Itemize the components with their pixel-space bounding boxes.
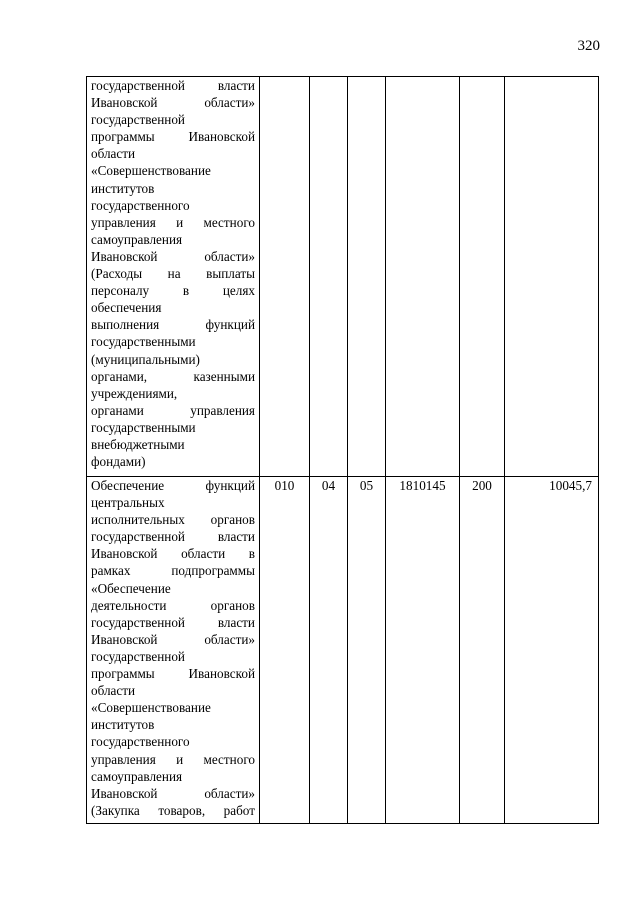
description-line: органами управления	[91, 402, 255, 418]
description-line: центральных	[91, 495, 165, 511]
description-line: самоуправления	[91, 231, 183, 247]
row-description	[87, 477, 260, 824]
description-line: (Расходы на выплаты	[91, 266, 255, 282]
description-line: государственными	[91, 334, 196, 350]
subsection-code: 05	[348, 477, 386, 824]
description-line: государственного	[91, 734, 190, 750]
description-line: государственной власти	[91, 78, 255, 93]
row-description	[87, 77, 260, 477]
description-line: области	[91, 146, 136, 162]
description-line: «Совершенствование	[91, 163, 211, 179]
description-line: Ивановской области»	[91, 785, 255, 801]
description-line: управления и местного	[91, 214, 255, 230]
description-line: Ивановской области»	[91, 95, 255, 111]
description-line: государственного	[91, 197, 190, 213]
target-article-code: 1810145	[386, 477, 460, 824]
description-line: обеспечения	[91, 300, 162, 316]
description-line: (Закупка товаров, работ	[91, 802, 255, 818]
target-article-code	[386, 77, 460, 477]
description-line: органами, казенными	[91, 368, 255, 384]
table-row	[87, 477, 599, 824]
description-line: области	[91, 683, 136, 699]
expense-type-code	[460, 77, 505, 477]
table-row	[87, 77, 599, 477]
amount	[505, 77, 599, 477]
description-line: государственной	[91, 112, 185, 128]
description-line: деятельности органов	[91, 597, 255, 613]
description-line: (муниципальными)	[91, 351, 200, 367]
budget-table	[86, 76, 599, 824]
description-line: самоуправления	[91, 768, 183, 784]
description-line: Ивановской области»	[91, 248, 255, 264]
description-line: государственными	[91, 419, 196, 435]
description-line: Обеспечение функций	[91, 478, 255, 493]
description-line: государственной власти	[91, 529, 255, 545]
description-line: персоналу в целях	[91, 283, 255, 299]
section-code: 04	[310, 477, 348, 824]
description-line: Ивановской области в	[91, 546, 255, 562]
amount: 10045,7	[505, 477, 599, 824]
page-number: 320	[577, 38, 600, 54]
description-line: исполнительных органов	[91, 512, 255, 528]
description-line: учреждениями,	[91, 385, 178, 401]
description-line: управления и местного	[91, 751, 255, 767]
description-line: Ивановской области»	[91, 631, 255, 647]
subsection-code	[348, 77, 386, 477]
description-line: выполнения функций	[91, 317, 255, 333]
description-line: государственной	[91, 648, 185, 664]
description-line: «Обеспечение	[91, 580, 171, 596]
ministry-code	[260, 77, 310, 477]
description-line: государственной власти	[91, 614, 255, 630]
description-line: институтов	[91, 180, 155, 196]
section-code	[310, 77, 348, 477]
description-line: фондами)	[91, 454, 146, 470]
description-line: программы Ивановской	[91, 129, 255, 145]
description-line: «Совершенствование	[91, 700, 211, 716]
description-line: рамках подпрограммы	[91, 563, 255, 579]
description-line: институтов	[91, 717, 155, 733]
expense-type-code: 200	[460, 477, 505, 824]
ministry-code: 010	[260, 477, 310, 824]
description-line: внебюджетными	[91, 436, 185, 452]
description-line: программы Ивановской	[91, 666, 255, 682]
